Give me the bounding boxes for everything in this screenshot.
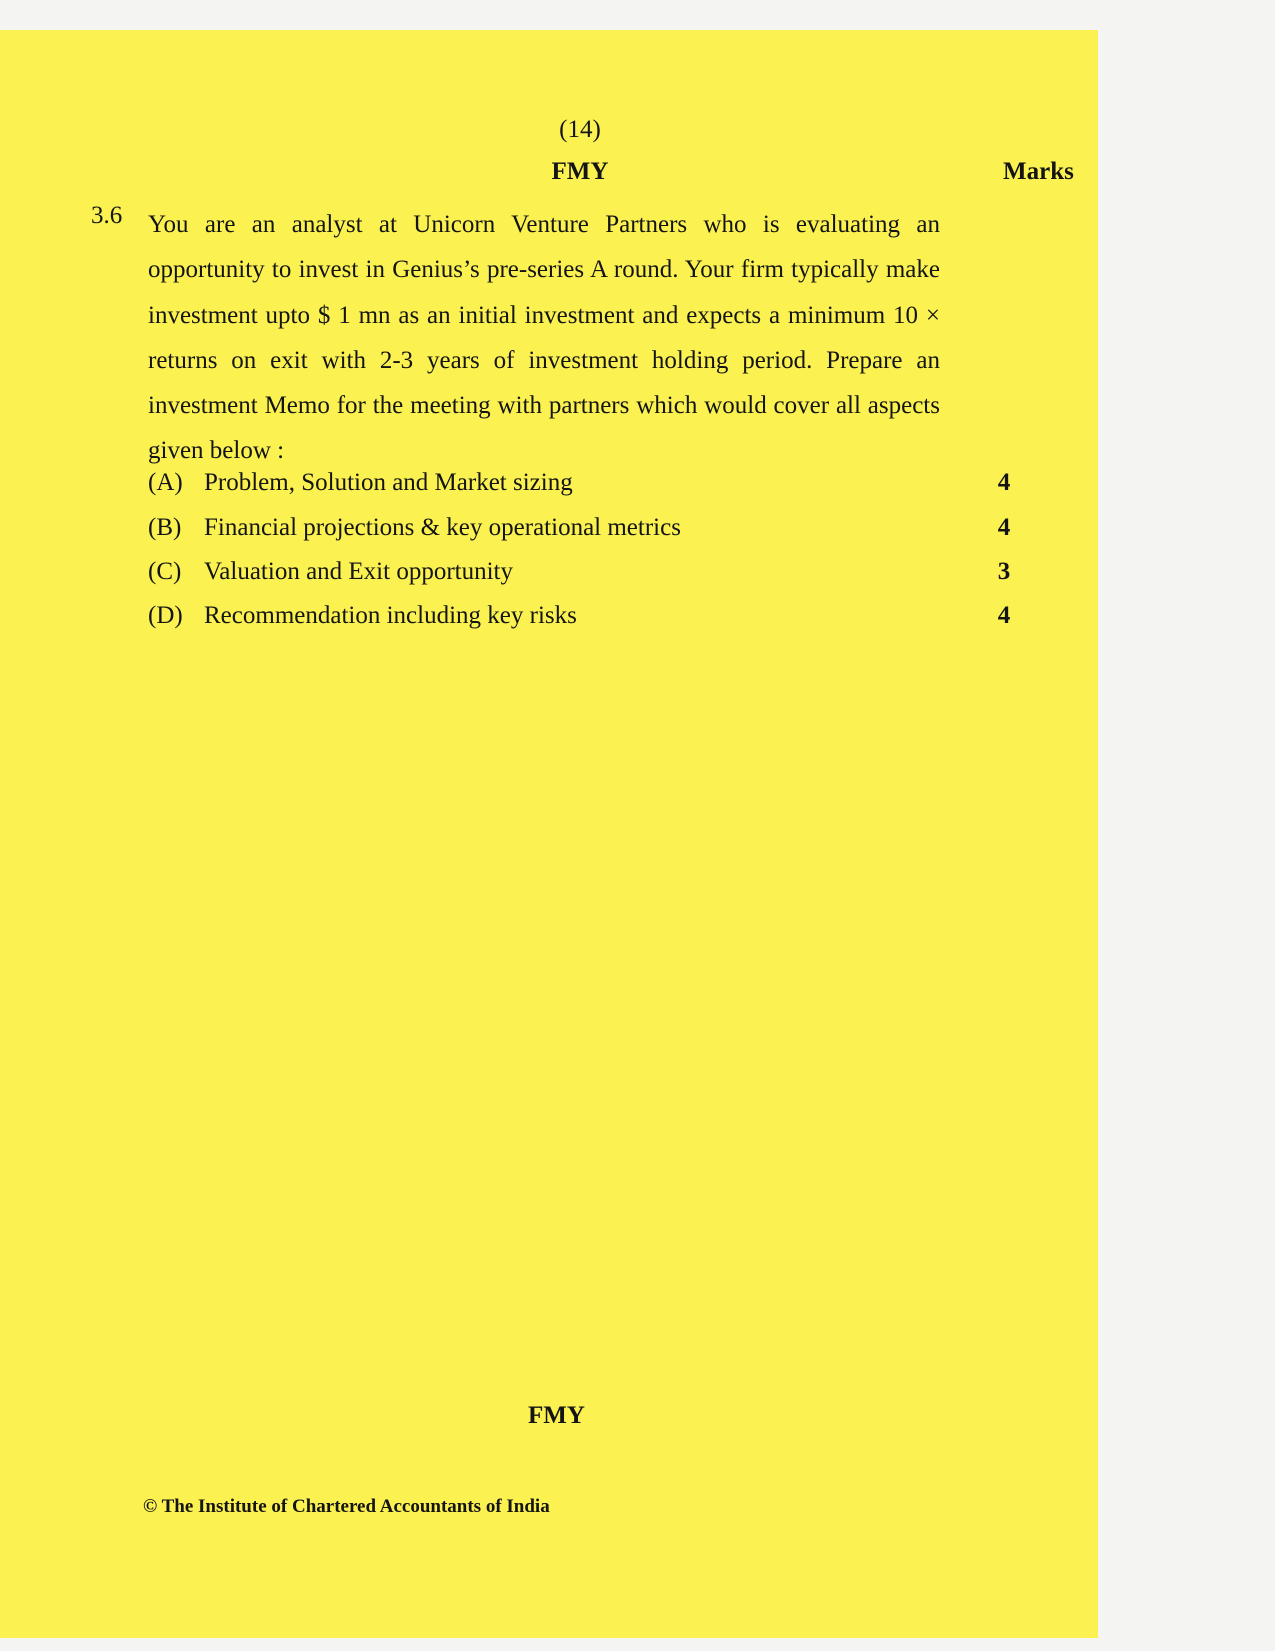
sub-question-text: Financial projections & key operational metrics xyxy=(204,514,681,541)
sub-question-text: Problem, Solution and Market sizing xyxy=(204,469,573,496)
question-paragraph: You are an analyst at Unicorn Venture Partners who is evaluating an opportunity to invest in Genius’s pre-series A round. Your firm typically make investment upto $ 1 mn as an initial investment and expects a minimum 10 × returns on exit with 2-3 years of investment holding period. Prepare an investment Memo for the meeting with partners which would cover all aspects given below : xyxy=(148,211,940,465)
copyright-notice: © The Institute of Chartered Accountants of India xyxy=(143,1496,550,1517)
sub-question-text: Recommendation including key risks xyxy=(204,602,577,629)
sub-question-text: Valuation and Exit opportunity xyxy=(204,558,513,585)
sub-question-marks: 4 xyxy=(997,469,1011,496)
sub-question-marks: 3 xyxy=(997,558,1011,585)
question-body xyxy=(148,202,940,474)
paper-code-footer: FMY xyxy=(528,1402,585,1429)
marks-column-heading: Marks xyxy=(1003,158,1074,185)
sub-question-label: (B) xyxy=(148,514,182,541)
sub-question-label: (A) xyxy=(148,469,183,496)
sub-question-marks: 4 xyxy=(997,514,1011,541)
paper-code-header: FMY xyxy=(551,158,609,185)
sub-question-marks: 4 xyxy=(997,602,1011,629)
sub-question-label: (C) xyxy=(148,558,182,585)
sub-question-label: (D) xyxy=(148,602,183,629)
page-number: (14) xyxy=(559,116,601,143)
question-number: 3.6 xyxy=(91,202,123,229)
